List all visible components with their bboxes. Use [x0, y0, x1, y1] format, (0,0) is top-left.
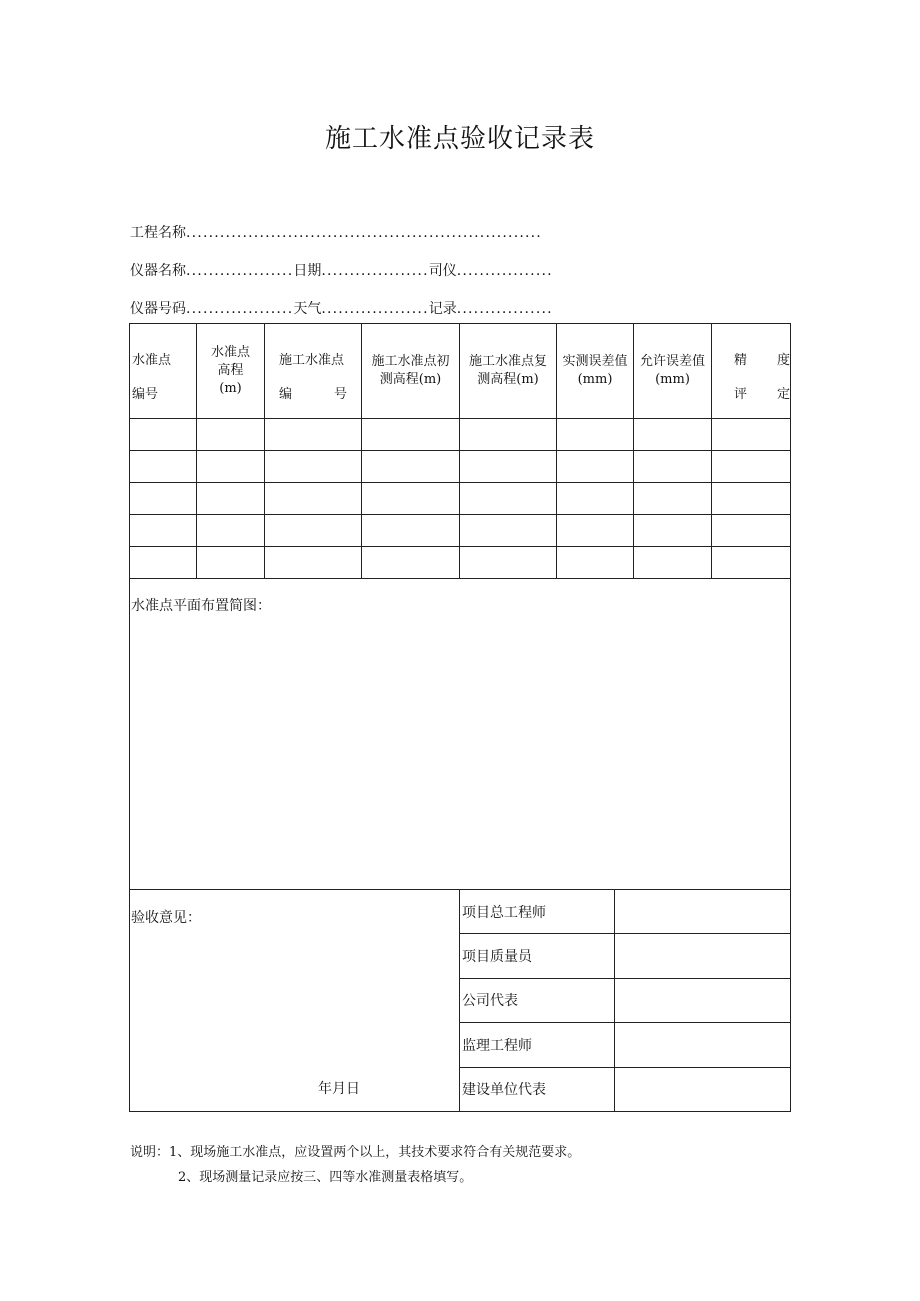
signature-block	[460, 890, 791, 1112]
table-cell[interactable]	[362, 547, 460, 579]
table-cell[interactable]	[557, 419, 634, 451]
table-cell[interactable]	[197, 547, 265, 579]
signatory-label: 项目质量员	[460, 934, 615, 978]
header-cell-accuracy-rating	[712, 324, 791, 419]
header-construction-benchmark-hao: 号	[333, 387, 347, 402]
table-cell[interactable]	[460, 547, 557, 579]
table-cell[interactable]	[265, 483, 362, 515]
plan-sketch-area[interactable]	[130, 579, 791, 890]
signatory-label: 建设单位代表	[460, 1067, 615, 1111]
header-benchmark-no-line1: 水准点	[132, 353, 172, 368]
table-cell[interactable]	[460, 451, 557, 483]
signature-row	[460, 978, 790, 1022]
date-field[interactable]: ...................	[321, 263, 429, 279]
header-cell-initial-elevation	[362, 324, 460, 419]
note-2: 2、现场测量记录应按三、四等水准测量表格填写。	[178, 1170, 473, 1185]
signature-field[interactable]	[615, 1023, 791, 1067]
weather-field[interactable]: ...................	[321, 301, 429, 317]
table-row	[130, 451, 791, 483]
header-cell-allowed-error	[634, 324, 712, 419]
instrument-name-label: 仪器名称	[130, 263, 186, 279]
header-cell-construction-benchmark-no	[265, 324, 362, 419]
signature-row	[460, 890, 790, 934]
signature-field[interactable]	[615, 890, 791, 934]
signature-row	[460, 934, 790, 978]
header-accuracy-ding: 定	[776, 387, 790, 402]
table-cell[interactable]	[634, 451, 712, 483]
acceptance-row	[130, 890, 791, 1112]
operator-field[interactable]: .................	[456, 263, 553, 279]
signature-field[interactable]	[615, 978, 791, 1022]
instrument-no-line	[130, 298, 553, 318]
table-cell[interactable]	[712, 451, 791, 483]
header-construction-benchmark-bian: 编	[279, 387, 293, 402]
acceptance-opinion-label: 验收意见：	[131, 910, 201, 926]
table-cell[interactable]	[197, 451, 265, 483]
table-cell[interactable]	[557, 547, 634, 579]
recorder-label: 记录	[428, 301, 457, 317]
table-cell[interactable]	[265, 515, 362, 547]
plan-sketch-label: 水准点平面布置简图：	[131, 598, 271, 614]
instrument-no-label: 仪器号码	[130, 301, 186, 317]
table-cell[interactable]	[197, 419, 265, 451]
instrument-name-field[interactable]: ...................	[186, 263, 294, 279]
header-allowed-error: 允许误差值(mm)	[639, 354, 705, 387]
table-cell[interactable]	[130, 451, 197, 483]
project-name-line	[130, 222, 542, 242]
project-name-label: 工程名称	[130, 225, 186, 241]
table-cell[interactable]	[460, 419, 557, 451]
header-accuracy-du: 度	[776, 353, 790, 368]
acceptance-date-label: 年月日	[318, 1081, 360, 1097]
table-cell[interactable]	[712, 419, 791, 451]
signature-field[interactable]	[615, 934, 791, 978]
table-cell[interactable]	[197, 483, 265, 515]
page-title: 施工水准点验收记录表	[324, 124, 595, 154]
signature-table	[460, 890, 790, 1111]
table-cell[interactable]	[197, 515, 265, 547]
table-cell[interactable]	[265, 451, 362, 483]
table-row	[130, 547, 791, 579]
table-cell[interactable]	[712, 515, 791, 547]
note-1: 说明：1、现场施工水准点，应设置两个以上，其技术要求符合有关规范要求。	[130, 1145, 581, 1160]
instrument-no-field[interactable]: ...................	[186, 301, 294, 317]
table-cell[interactable]	[130, 483, 197, 515]
table-row	[130, 483, 791, 515]
weather-label: 天气	[293, 301, 322, 317]
table-cell[interactable]	[130, 515, 197, 547]
header-benchmark-no-line2: 编号	[132, 387, 159, 402]
table-cell[interactable]	[557, 515, 634, 547]
table-cell[interactable]	[265, 419, 362, 451]
header-row	[130, 324, 791, 419]
signatory-label: 监理工程师	[460, 1023, 615, 1067]
table-cell[interactable]	[130, 419, 197, 451]
table-cell[interactable]	[557, 483, 634, 515]
header-cell-recheck-elevation	[460, 324, 557, 419]
table-cell[interactable]	[362, 451, 460, 483]
table-cell[interactable]	[265, 547, 362, 579]
header-initial-elevation: 施工水准点初测高程(m)	[371, 354, 450, 387]
signature-field[interactable]	[615, 1067, 791, 1111]
instrument-name-line	[130, 260, 553, 280]
table-cell[interactable]	[712, 483, 791, 515]
header-cell-benchmark-elevation	[197, 324, 265, 419]
table-row	[130, 515, 791, 547]
header-recheck-elevation: 施工水准点复测高程(m)	[468, 354, 547, 387]
signature-row	[460, 1067, 790, 1111]
plan-sketch-row	[130, 579, 791, 890]
date-label: 日期	[293, 263, 322, 279]
table-cell[interactable]	[362, 483, 460, 515]
table-cell[interactable]	[362, 515, 460, 547]
table-cell[interactable]	[634, 483, 712, 515]
table-cell[interactable]	[130, 547, 197, 579]
table-cell[interactable]	[362, 419, 460, 451]
table-cell[interactable]	[634, 515, 712, 547]
table-cell[interactable]	[712, 547, 791, 579]
header-accuracy-jing: 精	[734, 353, 748, 368]
table-cell[interactable]	[460, 515, 557, 547]
header-accuracy-ping: 评	[734, 387, 748, 402]
header-cell-measured-error	[557, 324, 634, 419]
acceptance-table	[129, 323, 791, 1112]
header-benchmark-elevation: 水准点高程(m)	[210, 345, 250, 396]
signatory-label: 公司代表	[460, 978, 615, 1022]
header-measured-error: 实测误差值(mm)	[562, 354, 628, 387]
signatory-label: 项目总工程师	[460, 890, 615, 934]
header-construction-benchmark-line1: 施工水准点	[279, 353, 345, 368]
recorder-field[interactable]: .................	[456, 301, 553, 317]
header-cell-benchmark-no	[130, 324, 197, 419]
table-cell[interactable]	[634, 547, 712, 579]
signature-row	[460, 1023, 790, 1067]
table-cell[interactable]	[634, 419, 712, 451]
table-row	[130, 419, 791, 451]
operator-label: 司仪	[428, 263, 457, 279]
table-cell[interactable]	[460, 483, 557, 515]
project-name-field[interactable]: ...............................................................	[186, 225, 542, 241]
table-cell[interactable]	[557, 451, 634, 483]
acceptance-opinion-area[interactable]	[130, 890, 460, 1112]
